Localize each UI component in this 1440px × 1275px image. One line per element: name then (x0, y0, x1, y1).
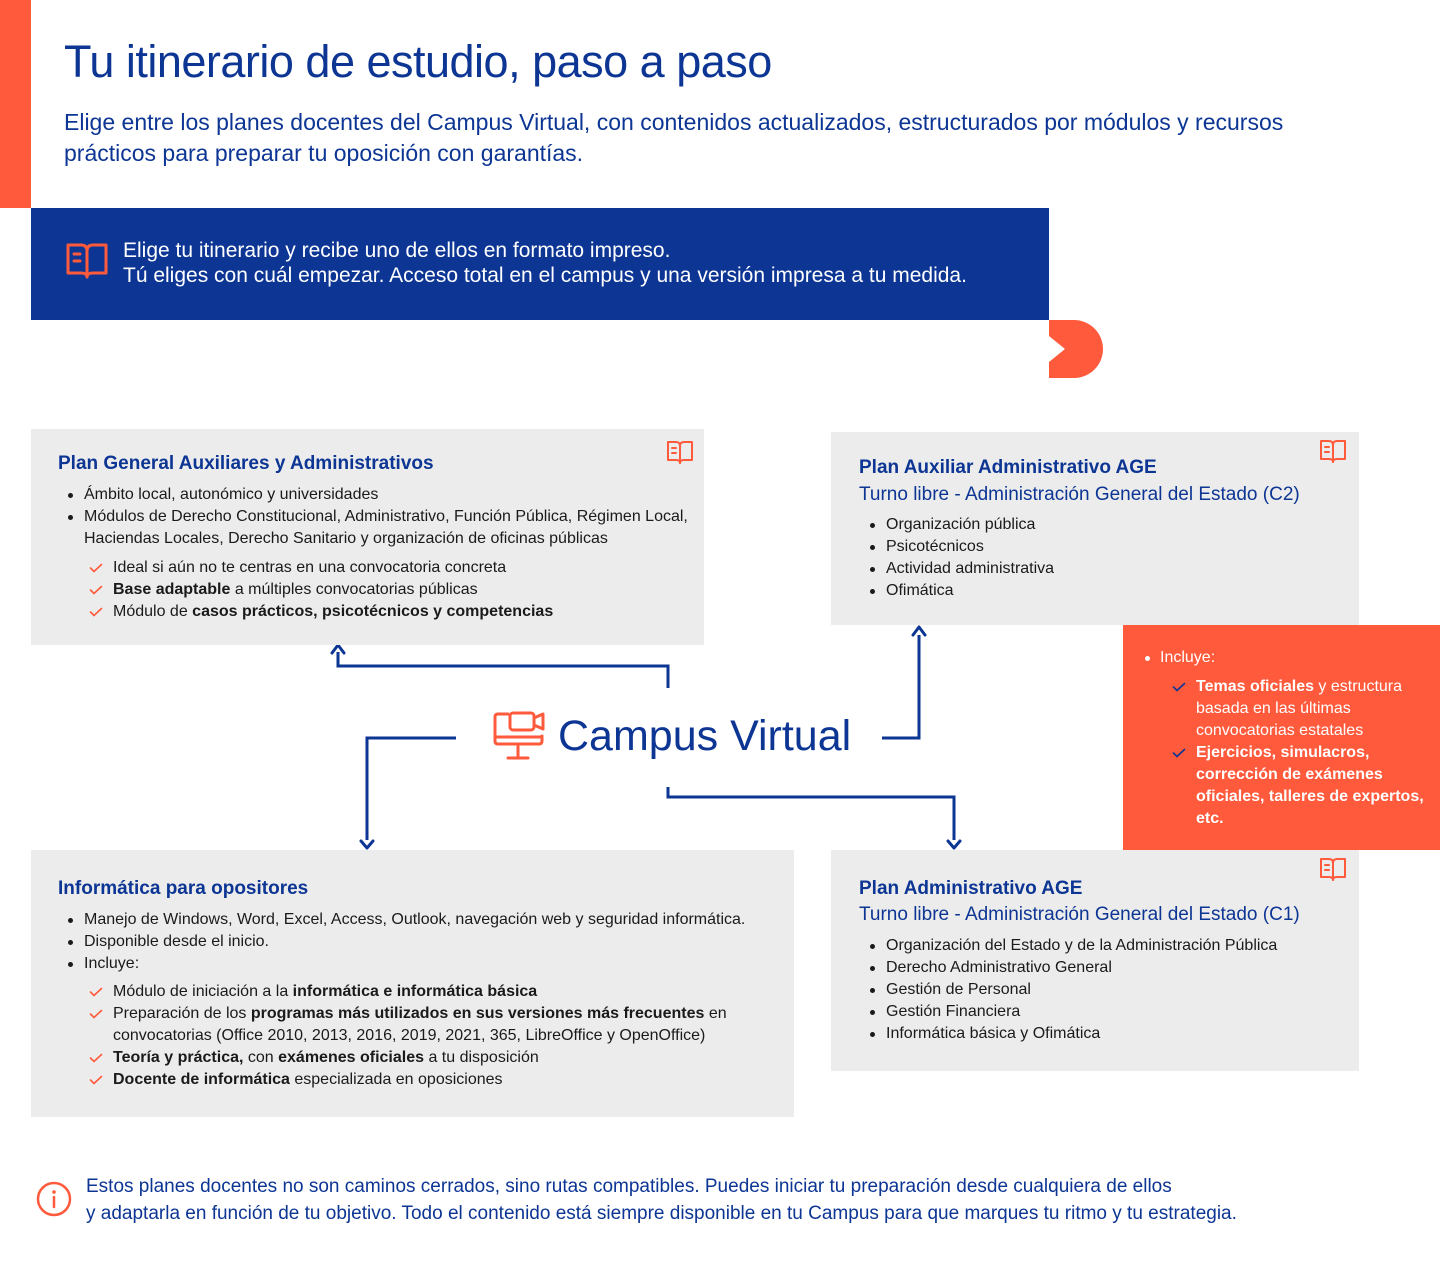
book-icon (1319, 438, 1347, 464)
banner-line-1: Elige tu itinerario y recibe uno de ellos en formato impreso. (123, 239, 671, 262)
footer-line-2: y adaptarla en función de tu objetivo. Todo el contenido está siempre disponible en tu Campus para que marques tu ritmo y tu estrategia. (86, 1203, 1237, 1224)
plan-auxiliar-age-card[interactable] (831, 432, 1359, 625)
check-icon (89, 607, 103, 617)
bullet-list (860, 935, 1340, 1045)
check-item: Base adaptable a múltiples convocatorias públicas (85, 579, 685, 601)
check-icon (1172, 748, 1186, 758)
campus-virtual-label: Campus Virtual (558, 712, 852, 760)
computer-icon (492, 710, 548, 764)
list-item: Incluye: (58, 953, 778, 975)
list-item: Derecho Administrativo General (860, 957, 1340, 979)
page-title: Tu itinerario de estudio, paso a paso (64, 36, 772, 87)
banner-tab-shape (1049, 320, 1103, 378)
itinerary-banner (31, 208, 1049, 320)
book-icon (1319, 856, 1347, 882)
card-title: Plan General Auxiliares y Administrativos (58, 453, 434, 474)
check-item: Módulo de casos prácticos, psicotécnicos y competencias (85, 601, 685, 623)
plan-administrativo-age-card[interactable] (831, 850, 1359, 1071)
includes-box (1123, 625, 1440, 850)
accent-bar (0, 0, 31, 208)
book-icon (666, 439, 694, 465)
book-icon (65, 240, 109, 280)
check-icon (89, 1075, 103, 1085)
list-item: Psicotécnicos (860, 536, 1340, 558)
check-item: Ejercicios, simulacros, corrección de exámenes oficiales, talleres de expertos, etc. (1169, 742, 1434, 830)
check-list (85, 557, 685, 623)
check-list (1169, 676, 1434, 830)
list-item: Actividad administrativa (860, 558, 1340, 580)
list-item: Organización pública (860, 514, 1340, 536)
check-icon (89, 563, 103, 573)
card-title: Plan Auxiliar Administrativo AGE (859, 457, 1157, 478)
check-item: Teoría y práctica, con exámenes oficiales a tu disposición (85, 1047, 765, 1069)
check-list (85, 981, 765, 1091)
list-item: Gestión de Personal (860, 979, 1340, 1001)
check-item: Temas oficiales y estructura basada en las últimas convocatorias estatales (1169, 676, 1434, 742)
check-icon (1172, 682, 1186, 692)
list-item: Gestión Financiera (860, 1001, 1340, 1023)
card-title: Informática para opositores (58, 878, 309, 899)
card-title: Plan Administrativo AGE (859, 878, 1083, 899)
check-item: Módulo de iniciación a la informática e informática básica (85, 981, 765, 1003)
list-item: Disponible desde el inicio. (58, 931, 778, 953)
check-item: Ideal si aún no te centras en una convocatoria concreta (85, 557, 685, 579)
footer-note (86, 1173, 1237, 1227)
bullet-list (860, 514, 1340, 602)
check-icon (89, 1053, 103, 1063)
list-item: Manejo de Windows, Word, Excel, Access, Outlook, navegación web y seguridad informática. (58, 909, 778, 931)
footer-line-1: Estos planes docentes no son caminos cerrados, sino rutas compatibles. Puedes iniciar tu preparación desde cualquiera de ellos (86, 1176, 1172, 1197)
list-item: Organización del Estado y de la Administración Pública (860, 935, 1340, 957)
bullet-list (58, 909, 778, 975)
card-subtitle: Turno libre - Administración General del Estado (C2) (859, 484, 1300, 505)
list-item: Informática básica y Ofimática (860, 1023, 1340, 1045)
informatica-card[interactable] (31, 850, 794, 1117)
bullet-list (58, 484, 688, 550)
check-icon (89, 1009, 103, 1019)
info-icon (36, 1181, 72, 1217)
list-item: Ofimática (860, 580, 1340, 602)
card-subtitle: Turno libre - Administración General del Estado (C1) (859, 904, 1300, 925)
list-item: Ámbito local, autonómico y universidades (58, 484, 688, 506)
includes-label: Incluye: (1143, 647, 1215, 669)
check-icon (89, 585, 103, 595)
intro-text: Elige entre los planes docentes del Campus Virtual, con contenidos actualizados, estructurados por módulos y recursos prácticos para preparar tu oposición con garantías. (64, 109, 1284, 166)
banner-line-2: Tú eliges con cuál empezar. Acceso total en el campus y una versión impresa a tu medida. (123, 264, 967, 287)
list-item: Módulos de Derecho Constitucional, Administrativo, Función Pública, Régimen Local, Haciendas Locales, Derecho Sanitario y organización de oficinas públicas (58, 506, 688, 550)
plan-general-card[interactable] (31, 429, 704, 645)
check-icon (89, 987, 103, 997)
check-item: Docente de informática especializada en oposiciones (85, 1069, 765, 1091)
check-item: Preparación de los programas más utilizados en sus versiones más frecuentes en convocatorias (Office 2010, 2013, 2016, 2019, 2021, 365, LibreOffice y OpenOffice) (85, 1003, 765, 1047)
